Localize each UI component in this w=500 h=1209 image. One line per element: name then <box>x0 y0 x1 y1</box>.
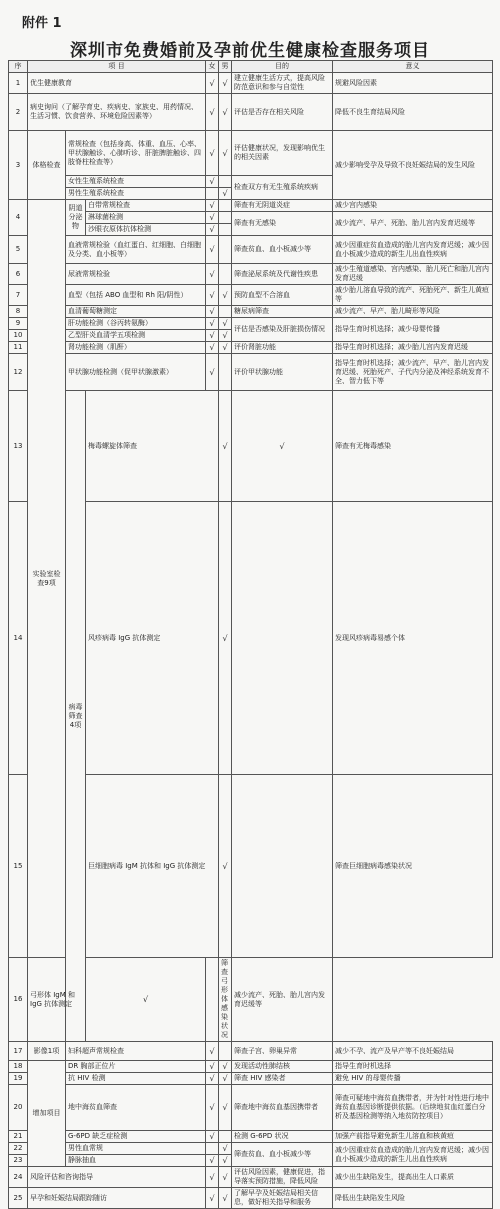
row-purpose: 检测 G-6PD 状况 <box>232 1131 333 1143</box>
table-row <box>9 1143 493 1155</box>
row-meaning: 规避风险因素 <box>333 73 493 94</box>
subgroup-label: 阴道分泌物 <box>66 200 86 236</box>
male-check <box>219 354 232 391</box>
male-check: √ <box>219 94 232 131</box>
female-check: √ <box>206 1073 219 1085</box>
row-item: 尿液常规检验 <box>66 264 206 285</box>
row-meaning: 指导生育时机选择；减少胎儿宫内发育迟缓 <box>333 342 493 354</box>
row-no: 17 <box>9 1042 28 1061</box>
table-row <box>9 264 493 285</box>
row-purpose: 评估是否存在相关风险 <box>232 94 333 131</box>
row-meaning: 减少因重症贫血造成的胎儿宫内发育迟缓；减少因血小板减少造成的新生儿出血性疾病 <box>333 1143 493 1167</box>
row-purpose: 预防血型不合溶血 <box>232 285 333 306</box>
male-check: √ <box>219 73 232 94</box>
row-purpose: 发现活动性肺结核 <box>232 1061 333 1073</box>
header-item: 项 目 <box>28 61 206 73</box>
table-row <box>9 318 493 330</box>
row-no: 2 <box>9 94 28 131</box>
female-check: √ <box>206 1155 219 1167</box>
page-title: 深圳市免费婚前及孕前优生健康检查服务项目 <box>70 41 430 61</box>
row-no: 18 <box>9 1061 28 1073</box>
row-item: 病史询问（了解孕育史、疾病史、家族史、用药情况、生活习惯、饮食营养、环境危险因素等） <box>28 94 206 131</box>
row-purpose: 筛查泌尿系统及代谢性疾患 <box>232 264 333 285</box>
row-meaning: 减少胎儿溶血导致的流产、死胎死产、新生儿黄疸等 <box>333 285 493 306</box>
row-no: 11 <box>9 342 28 354</box>
male-check: √ <box>219 1155 232 1167</box>
row-no: 7 <box>9 285 28 306</box>
table-row <box>9 1042 493 1061</box>
row-purpose: 建立健康生活方式，提高风险防范意识和参与自觉性 <box>232 73 333 94</box>
table-row <box>9 958 493 1042</box>
row-purpose: 评估风险因素，健康促进，指导落实预防措施，降低风险 <box>232 1167 333 1188</box>
row-purpose: 筛查弓形体感染状况 <box>219 958 232 1042</box>
male-check <box>219 176 232 188</box>
row-item: 男性生殖系统检查 <box>66 188 206 200</box>
table-row <box>9 1085 493 1131</box>
row-meaning: 减少出生缺陷发生，提高出生人口素质 <box>333 1167 493 1188</box>
group-label: 增加项目 <box>28 1061 66 1167</box>
female-check <box>206 1143 219 1155</box>
row-no: 12 <box>9 354 28 391</box>
female-check: √ <box>86 958 206 1042</box>
female-check: √ <box>206 330 219 342</box>
row-meaning: 避免 HIV 的母婴传播 <box>333 1073 493 1085</box>
row-no: 24 <box>9 1167 28 1188</box>
row-item: 甲状腺功能检测（促甲状腺激素） <box>66 354 206 391</box>
row-purpose: 了解早孕及妊娠结局相关信息，做好相关指导和服务 <box>232 1188 333 1209</box>
female-check <box>206 188 219 200</box>
male-check <box>219 200 232 212</box>
row-item: 血液常规检验（血红蛋白、红细胞、白细胞及分类、血小板等） <box>66 236 206 264</box>
female-check: √ <box>206 354 219 391</box>
row-meaning: 减少不孕、流产及早产等不良妊娠结局 <box>333 1042 493 1061</box>
row-meaning: 指导生育时机选择 <box>333 1061 493 1073</box>
header-male: 男 <box>219 61 232 73</box>
male-check <box>232 502 333 775</box>
group-label: 病毒筛查4项 <box>66 391 86 1042</box>
row-item: 弓形体 IgM 和 IgG 抗体测定 <box>28 958 86 1042</box>
row-no: 14 <box>9 502 28 775</box>
row-item: 男性血常规 <box>66 1143 206 1155</box>
row-no: 4 <box>9 200 28 236</box>
row-item: 肝功能检测（谷丙转氨酶） <box>66 318 206 330</box>
female-check: √ <box>206 94 219 131</box>
male-check: √ <box>219 1085 232 1131</box>
female-check: √ <box>219 391 232 502</box>
row-item: 血清葡萄糖测定 <box>66 306 206 318</box>
row-no: 20 <box>9 1085 28 1131</box>
group-label: 实验室检查9项 <box>28 200 66 958</box>
row-item: DR 胸部正位片 <box>66 1061 206 1073</box>
male-check: √ <box>219 330 232 342</box>
row-meaning: 减少流产、早产、胎儿畸形等风险 <box>333 306 493 318</box>
table-row <box>9 1061 493 1073</box>
row-purpose: 筛查子宫、卵巢异常 <box>232 1042 333 1061</box>
table-row <box>9 306 493 318</box>
row-meaning: 降低不良生育结局风险 <box>333 94 493 131</box>
male-check <box>219 1042 232 1061</box>
row-purpose: 评价甲状腺功能 <box>232 354 333 391</box>
female-check: √ <box>206 1167 219 1188</box>
row-purpose: 发现风疹病毒易感个体 <box>333 502 493 775</box>
male-check: √ <box>219 1188 232 1209</box>
male-check: √ <box>219 1061 232 1073</box>
row-item: 沙眼衣原体抗体检测 <box>86 224 206 236</box>
row-item: 女性生殖系统检查 <box>66 176 206 188</box>
table-row <box>9 342 493 354</box>
female-check: √ <box>206 1085 219 1131</box>
row-meaning: 降低出生缺陷发生风险 <box>333 1188 493 1209</box>
male-check: √ <box>219 342 232 354</box>
female-check: √ <box>206 224 219 236</box>
row-no: 5 <box>9 236 28 264</box>
header-purpose: 目的 <box>232 61 333 73</box>
row-item: 淋球菌检测 <box>86 212 206 224</box>
male-check <box>219 306 232 318</box>
row-purpose: 筛查地中海贫血基因携带者 <box>232 1085 333 1131</box>
female-check: √ <box>206 1131 219 1143</box>
male-check: √ <box>219 131 232 176</box>
male-check <box>219 236 232 264</box>
row-purpose: 评估健康状况，发现影响优生的相关因素 <box>232 131 333 176</box>
row-no: 13 <box>9 391 28 502</box>
row-no: 22 <box>9 1143 28 1155</box>
row-meaning: 减少宫内感染 <box>333 200 493 212</box>
male-check <box>232 775 333 958</box>
row-purpose: 筛查有无阴道炎症 <box>232 200 333 212</box>
female-check: √ <box>206 1042 219 1061</box>
row-purpose: 筛查 HIV 感染者 <box>232 1073 333 1085</box>
group-label: 体格检查 <box>28 131 66 200</box>
male-check: √ <box>219 1143 232 1155</box>
row-item: 早孕和妊娠结局跟踪随访 <box>28 1188 206 1209</box>
table-row <box>9 1188 493 1209</box>
row-item: 风疹病毒 IgG 抗体测定 <box>86 502 219 775</box>
header-no: 序 <box>9 61 28 73</box>
table-row <box>9 1167 493 1188</box>
male-check: √ <box>219 1073 232 1085</box>
row-item: 常规检查（包括身高、体重、血压、心率、甲状腺触诊、心肺听诊、肝脏脾脏触诊、四肢脊柱检查等） <box>66 131 206 176</box>
row-item: 优生健康教育 <box>28 73 206 94</box>
header-meaning: 意义 <box>333 61 493 73</box>
row-meaning: 指导生育时机选择；减少母婴传播 <box>333 318 493 342</box>
female-check: √ <box>206 73 219 94</box>
row-item: 肾功能检测（肌酐） <box>66 342 206 354</box>
female-check: √ <box>206 212 219 224</box>
row-no: 3 <box>9 131 28 200</box>
row-purpose: 筛查巨细胞病毒感染状况 <box>333 775 493 958</box>
female-check: √ <box>206 176 219 188</box>
row-item: 白带常规检查 <box>86 200 206 212</box>
female-check: √ <box>206 236 219 264</box>
row-no: 8 <box>9 306 28 318</box>
row-item: 血型（包括 ABO 血型和 Rh 阳/阴性） <box>66 285 206 306</box>
services-table <box>8 60 493 1209</box>
table-header-row <box>9 61 493 73</box>
female-check: √ <box>206 200 219 212</box>
row-meaning: 减少流产、死胎、胎儿宫内发育迟缓等 <box>232 958 333 1042</box>
table-row <box>9 73 493 94</box>
row-no: 15 <box>9 775 28 958</box>
table-row <box>9 391 493 502</box>
row-no: 10 <box>9 330 28 342</box>
female-check: √ <box>206 285 219 306</box>
male-check: √ <box>219 1167 232 1188</box>
row-item: 风险评估和咨询指导 <box>28 1167 206 1188</box>
female-check: √ <box>206 306 219 318</box>
row-purpose: 筛查有无梅毒感染 <box>333 391 493 502</box>
row-meaning: 减少影响受孕及导致不良妊娠结局的发生风险 <box>333 131 493 200</box>
row-meaning: 减少因重症贫血造成的胎儿宫内发育迟缓；减少因血小板减少造成的新生儿出血性疾病 <box>333 236 493 264</box>
male-check <box>206 958 219 1042</box>
male-check <box>219 224 232 236</box>
row-item: 乙型肝炎血清学五项检测 <box>66 330 206 342</box>
row-no: 25 <box>9 1188 28 1209</box>
row-item: 抗 HIV 检测 <box>66 1073 206 1085</box>
table-row <box>9 1131 493 1143</box>
row-no: 1 <box>9 73 28 94</box>
female-check: √ <box>206 318 219 330</box>
female-check: √ <box>206 131 219 176</box>
table-row <box>9 94 493 131</box>
row-meaning: 指导生育时机选择；减少流产、早产、胎儿宫内发育迟缓、死胎死产、子代内分泌及神经系统发育不全、智力低下等 <box>333 354 493 391</box>
row-meaning: 筛查可疑地中海贫血携带者，并为针对性进行地中海贫血基因诊断提供依据。（后续地贫血红蛋白分析及基因检测等纳入地贫防控项目） <box>333 1085 493 1131</box>
male-check: √ <box>219 188 232 200</box>
row-purpose: 评估是否感染及肝脏损伤情况 <box>232 318 333 342</box>
row-no: 21 <box>9 1131 28 1143</box>
female-check: √ <box>219 502 232 775</box>
male-check: √ <box>219 285 232 306</box>
row-no: 6 <box>9 264 28 285</box>
row-item: 静脉抽血 <box>66 1155 206 1167</box>
row-purpose: 筛查贫血、血小板减少等 <box>232 1143 333 1167</box>
female-check: √ <box>206 1188 219 1209</box>
attachment-label: 附件 1 <box>22 16 62 31</box>
table-row <box>9 354 493 391</box>
row-purpose: 筛查有无感染 <box>232 212 333 236</box>
row-purpose: 评价肾脏功能 <box>232 342 333 354</box>
row-item: 巨细胞病毒 IgM 抗体和 IgG 抗体测定 <box>86 775 219 958</box>
row-item: G-6PD 缺乏症检测 <box>66 1131 206 1143</box>
row-purpose: 检查双方有无生殖系统疾病 <box>232 176 333 200</box>
row-item: 梅毒螺旋体筛查 <box>86 391 219 502</box>
row-purpose: 糖尿病筛查 <box>232 306 333 318</box>
female-check: √ <box>206 342 219 354</box>
male-check <box>219 264 232 285</box>
header-female: 女 <box>206 61 219 73</box>
row-no: 19 <box>9 1073 28 1085</box>
female-check: √ <box>206 1061 219 1073</box>
table-row <box>9 285 493 306</box>
table-row <box>9 1073 493 1085</box>
row-purpose: 筛查贫血、血小板减少等 <box>232 236 333 264</box>
row-item: 妇科超声常规检查 <box>66 1042 206 1061</box>
row-no: 23 <box>9 1155 28 1167</box>
male-check: √ <box>219 318 232 330</box>
female-check: √ <box>219 775 232 958</box>
male-check <box>219 212 232 224</box>
row-meaning: 减少生殖道感染、宫内感染、胎儿死亡和胎儿宫内发育迟缓 <box>333 264 493 285</box>
male-check <box>219 1131 232 1143</box>
row-meaning: 加强产前指导避免新生儿溶血和核黄疸 <box>333 1131 493 1143</box>
table-row <box>9 236 493 264</box>
table-row <box>9 200 493 212</box>
group-label: 影像1项 <box>28 1042 66 1061</box>
row-no: 16 <box>9 958 28 1042</box>
row-meaning: 减少流产、早产、死胎、胎儿宫内发育迟缓等 <box>333 212 493 236</box>
table-row <box>9 131 493 176</box>
row-item: 地中海贫血筛查 <box>66 1085 206 1131</box>
row-no: 9 <box>9 318 28 330</box>
female-check: √ <box>206 264 219 285</box>
male-check: √ <box>232 391 333 502</box>
